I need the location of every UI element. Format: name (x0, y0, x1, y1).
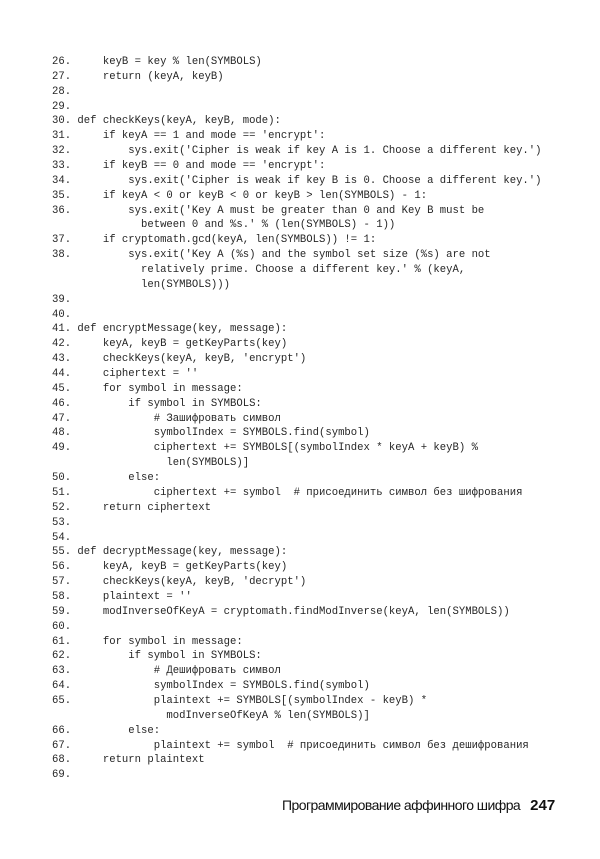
line-number: 56. (52, 561, 72, 574)
code-line (52, 545, 542, 560)
code-text: modInverseOfKeyA = cryptomath.findModInverse(keyA, len(SYMBOLS)) (77, 605, 510, 618)
line-number: 45. (52, 382, 72, 395)
code-line (52, 322, 542, 337)
code-line (52, 114, 542, 129)
code-line (52, 397, 542, 412)
code-line (52, 337, 542, 352)
line-number: 37. (52, 234, 72, 247)
code-line (52, 293, 542, 308)
code-text: if keyA < 0 or keyB < 0 or keyB > len(SYMBOLS) - 1: (77, 189, 428, 202)
line-number: 62. (52, 650, 72, 663)
line-number: 61. (52, 635, 72, 648)
code-line (52, 100, 542, 115)
code-text: checkKeys(keyA, keyB, 'encrypt') (77, 353, 307, 366)
code-text: return plaintext (77, 754, 205, 767)
code-line (52, 635, 542, 650)
line-number: 28. (52, 85, 72, 98)
code-text: plaintext += symbol # присоединить символ без дешифрования (77, 739, 529, 752)
code-text: plaintext += SYMBOLS[(symbolIndex - keyB) * (77, 694, 428, 707)
code-line (52, 649, 542, 664)
code-line (52, 129, 542, 144)
code-line (52, 308, 542, 323)
page-footer (282, 797, 556, 819)
code-line (52, 426, 542, 441)
code-line (52, 620, 542, 635)
code-text: # Зашифровать символ (77, 412, 281, 425)
line-number: 35. (52, 189, 72, 202)
code-line (52, 753, 542, 768)
line-number: 54. (52, 531, 72, 544)
code-text: plaintext = '' (77, 590, 192, 603)
line-number: 63. (52, 665, 72, 678)
line-number: 36. (52, 204, 72, 217)
code-line (52, 679, 542, 694)
line-number: 49. (52, 442, 72, 455)
line-number: 31. (52, 130, 72, 143)
code-text: for symbol in message: (77, 382, 243, 395)
code-line (52, 70, 542, 85)
line-number: 39. (52, 293, 72, 306)
running-footer-title: Программирование аффинного шифра (282, 797, 521, 813)
code-text: return ciphertext (77, 501, 211, 514)
code-text: if keyA == 1 and mode == 'encrypt': (77, 130, 326, 143)
code-line-continuation (52, 456, 542, 471)
code-line (52, 189, 542, 204)
code-line-continuation (52, 218, 542, 233)
code-text: keyA, keyB = getKeyParts(key) (77, 561, 288, 574)
code-line (52, 204, 542, 219)
line-number: 58. (52, 590, 72, 603)
code-text: else: (77, 472, 161, 485)
code-text: for symbol in message: (77, 635, 243, 648)
line-number: 65. (52, 694, 72, 707)
code-line (52, 352, 542, 367)
code-line (52, 724, 542, 739)
line-number: 64. (52, 680, 72, 693)
code-text: relatively prime. Choose a different key.' % (keyA, (77, 264, 466, 277)
code-text: keyA, keyB = getKeyParts(key) (77, 338, 288, 351)
code-line (52, 694, 542, 709)
page-number: 247 (530, 797, 556, 814)
code-text: if symbol in SYMBOLS: (77, 397, 262, 410)
code-line-continuation (52, 709, 542, 724)
line-number: 33. (52, 160, 72, 173)
code-line (52, 248, 542, 263)
code-line (52, 501, 542, 516)
code-text: keyB = key % len(SYMBOLS) (77, 56, 262, 68)
line-number: 57. (52, 576, 72, 589)
line-number: 67. (52, 739, 72, 752)
line-number: 27. (52, 70, 72, 83)
line-number: 47. (52, 412, 72, 425)
line-number: 34. (52, 174, 72, 187)
line-number: 69. (52, 769, 72, 782)
code-line (52, 233, 542, 248)
code-line (52, 159, 542, 174)
line-number: 44. (52, 368, 72, 381)
code-text: ciphertext += SYMBOLS[(symbolIndex * keyA + keyB) % (77, 442, 478, 455)
code-text: def decryptMessage(key, message): (77, 546, 288, 559)
code-text: if cryptomath.gcd(keyA, len(SYMBOLS)) != 1: (77, 234, 377, 247)
code-line (52, 605, 542, 620)
line-number: 53. (52, 516, 72, 529)
code-line (52, 85, 542, 100)
code-line (52, 739, 542, 754)
line-number: 42. (52, 338, 72, 351)
code-line (52, 441, 542, 456)
code-line (52, 174, 542, 189)
code-text: ciphertext = '' (77, 368, 199, 381)
code-line (52, 55, 542, 70)
line-number: 55. (52, 546, 72, 559)
code-line (52, 382, 542, 397)
code-text: symbolIndex = SYMBOLS.find(symbol) (77, 427, 370, 440)
code-line (52, 575, 542, 590)
code-text: sys.exit('Key A (%s) and the symbol set size (%s) are not (77, 249, 491, 262)
line-number: 32. (52, 145, 72, 158)
code-line (52, 516, 542, 531)
line-number: 68. (52, 754, 72, 767)
line-number: 30. (52, 115, 72, 128)
line-number: 43. (52, 353, 72, 366)
code-line (52, 471, 542, 486)
code-text: modInverseOfKeyA % len(SYMBOLS)] (77, 709, 370, 722)
line-number: 50. (52, 472, 72, 485)
line-number: 52. (52, 501, 72, 514)
code-text: checkKeys(keyA, keyB, 'decrypt') (77, 576, 307, 589)
code-text: # Дешифровать символ (77, 665, 281, 678)
line-number: 40. (52, 308, 72, 321)
line-number: 59. (52, 605, 72, 618)
code-line (52, 144, 542, 159)
line-number: 29. (52, 100, 72, 113)
line-number: 48. (52, 427, 72, 440)
code-text: sys.exit('Cipher is weak if key A is 1. Choose a different key.') (77, 145, 542, 158)
code-text: if keyB == 0 and mode == 'encrypt': (77, 160, 326, 173)
code-line (52, 486, 542, 501)
line-number: 46. (52, 397, 72, 410)
code-line-continuation (52, 263, 542, 278)
line-number: 38. (52, 249, 72, 262)
code-text: between 0 and %s.' % (len(SYMBOLS) - 1)) (77, 219, 396, 232)
line-number: 51. (52, 486, 72, 499)
code-text: sys.exit('Key A must be greater than 0 and Key B must be (77, 204, 485, 217)
line-number: 26. (52, 56, 72, 68)
code-text: if symbol in SYMBOLS: (77, 650, 262, 663)
code-text: symbolIndex = SYMBOLS.find(symbol) (77, 680, 370, 693)
code-line (52, 531, 542, 546)
code-text: ciphertext += symbol # присоединить символ без шифрования (77, 486, 523, 499)
line-number: 41. (52, 323, 72, 336)
code-line (52, 560, 542, 575)
code-text: return (keyA, keyB) (77, 70, 224, 83)
code-line (52, 664, 542, 679)
line-number: 66. (52, 724, 72, 737)
code-line (52, 412, 542, 427)
code-text: len(SYMBOLS))) (77, 278, 230, 291)
code-text: len(SYMBOLS)] (77, 457, 250, 470)
code-line-continuation (52, 278, 542, 293)
code-line (52, 590, 542, 605)
code-text: def checkKeys(keyA, keyB, mode): (77, 115, 281, 128)
code-text: sys.exit('Cipher is weak if key B is 0. Choose a different key.') (77, 174, 542, 187)
line-number: 60. (52, 620, 72, 633)
code-text: def encryptMessage(key, message): (77, 323, 288, 336)
code-line (52, 768, 542, 783)
code-line (52, 367, 542, 382)
code-listing (52, 55, 542, 783)
code-text: else: (77, 724, 161, 737)
